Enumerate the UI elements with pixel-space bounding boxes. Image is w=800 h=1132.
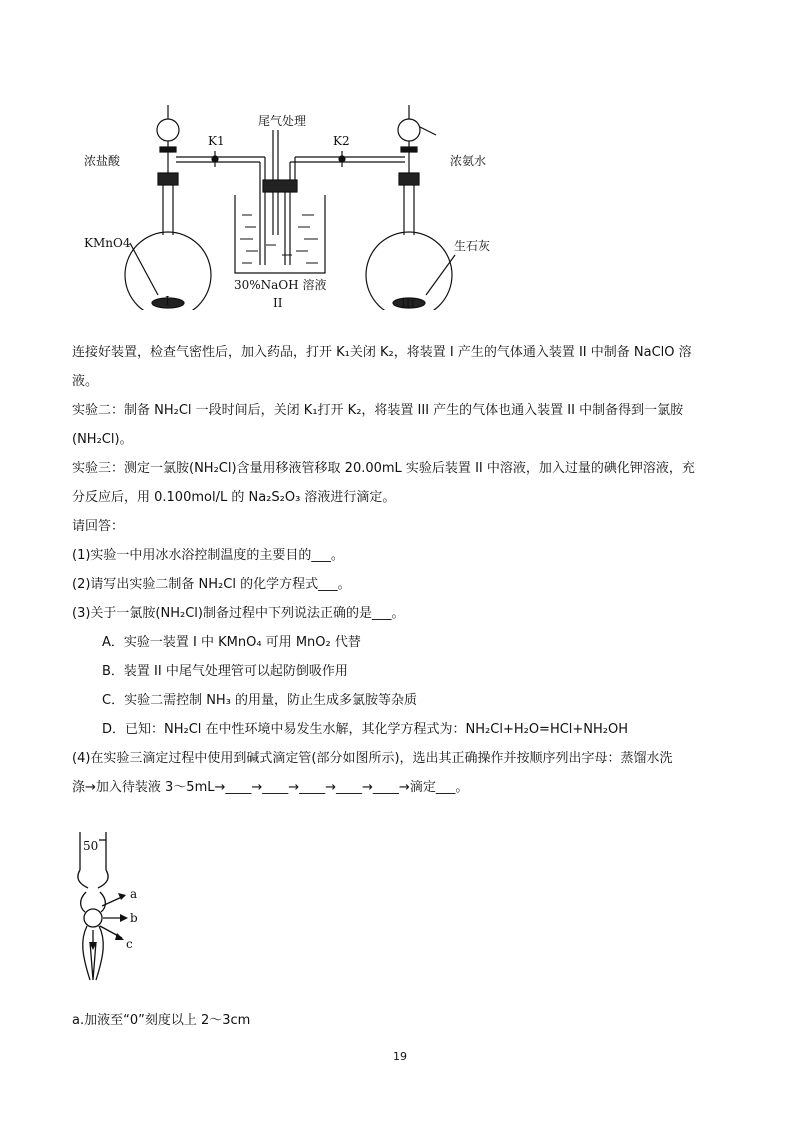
option-d: D．已知：NH₂Cl 在中性环境中易发生水解，其化学方程式为：NH₂Cl+H₂O=HCl+NH₂OH (102, 722, 629, 737)
burette-diagram (72, 830, 162, 990)
question-4-line-2: 涤→加入待装液 3～5mL→____→____→____→____→____→滴定___。 (72, 780, 469, 795)
option-a: A．实验一装置 I 中 KMnO₄ 可用 MnO₂ 代替 (102, 635, 361, 650)
question-body (72, 338, 732, 802)
k1-label: K1 (208, 134, 225, 148)
right-reagent-label: 浓氨水 (450, 154, 487, 168)
question-4-line-1: (4)在实验三滴定过程中使用到碱式滴定管(部分如图所示)，选出其正确操作并按顺序列出字母：蒸馏水洗 (72, 751, 673, 766)
question-1: (1)实验一中用冰水浴控制温度的主要目的___。 (72, 548, 344, 563)
option-c: C．实验二需控制 NH₃ 的用量，防止生成多氯胺等杂质 (102, 693, 418, 708)
right-stopper (399, 173, 419, 185)
paragraph-1-line-1: 连接好装置，检查气密性后，加入药品，打开 K₁关闭 K₂，将装置 I 产生的气体通入装置 II 中制备 NaClO 溶 (72, 345, 692, 360)
burette-label-c: c (126, 937, 133, 951)
page-number: 19 (393, 1050, 407, 1063)
tail-gas-label: 尾气处理 (258, 114, 307, 128)
beaker-stopper (263, 180, 297, 192)
label-III: III (401, 296, 416, 310)
burette-label-b: b (130, 911, 138, 925)
beaker-solution-label: 30%NaOH 溶液 (234, 278, 327, 292)
apparatus-figure (70, 95, 500, 310)
label-II: II (273, 296, 283, 310)
burette-label-a: a (130, 887, 138, 901)
paragraph-1-line-2: 液。 (72, 374, 99, 389)
right-funnel-bulb (398, 119, 420, 141)
apparatus-diagram (70, 95, 500, 310)
paragraph-2-line-1: 实验二：制备 NH₂Cl 一段时间后，关闭 K₁打开 K₂，将装置 III 产生的气体也通入装置 II 中制备得到一氯胺 (72, 403, 684, 418)
right-solid-label: 生石灰 (454, 239, 491, 253)
paragraph-3-line-2: 分反应后，用 0.100mol/L 的 Na₂S₂O₃ 溶液进行滴定。 (72, 490, 396, 505)
burette-scale-label: 50 (83, 839, 99, 853)
label-I: I (165, 294, 170, 308)
paragraph-3-line-1: 实验三：测定一氯胺(NH₂Cl)含量用移液管移取 20.00mL 实验后装置 II 中溶液，加入过量的碘化钾溶液，充 (72, 461, 695, 476)
question-3: (3)关于一氯胺(NH₂Cl)制备过程中下列说法正确的是___。 (72, 606, 405, 621)
left-reagent-label: 浓盐酸 (84, 154, 121, 168)
left-solid-label: KMnO4 (84, 236, 131, 250)
question-2: (2)请写出实验二制备 NH₂Cl 的化学方程式___。 (72, 577, 351, 592)
beaker (235, 195, 325, 273)
option-b: B．装置 II 中尾气处理管可以起防倒吸作用 (102, 664, 348, 679)
left-funnel-bulb (157, 119, 179, 141)
prompt-line: 请回答： (72, 519, 125, 534)
burette-figure (72, 830, 162, 990)
k2-label: K2 (333, 134, 350, 148)
left-stopper (158, 173, 178, 185)
paragraph-2-line-2: (NH₂Cl)。 (72, 432, 133, 447)
step-a: a.加液至“0”刻度以上 2～3cm (72, 1013, 251, 1028)
step-list (72, 1006, 732, 1035)
